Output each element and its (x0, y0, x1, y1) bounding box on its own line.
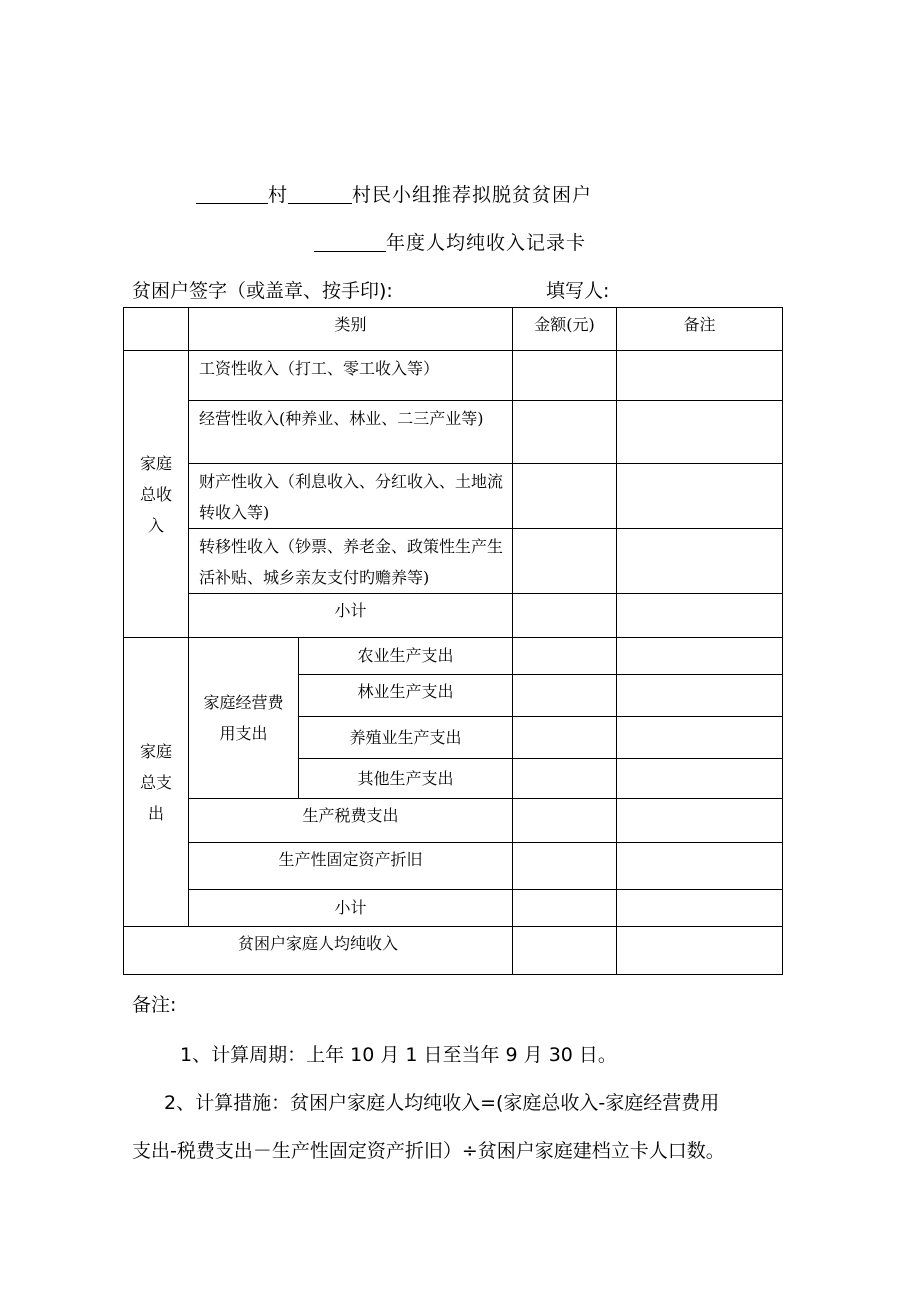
expense-forestry-label: 林业生产支出 (299, 675, 513, 717)
expense-agriculture-label: 农业生产支出 (299, 638, 513, 675)
amount-cell[interactable] (513, 529, 617, 594)
title-line-2-text: 年度人均纯收入记录卡 (386, 232, 587, 254)
title-line-1-text: 村民小组推荐拟脱贫贫困户 (352, 184, 593, 206)
table-row (124, 927, 783, 975)
remark-cell[interactable] (617, 759, 783, 799)
amount-cell[interactable] (513, 675, 617, 717)
village-label: 村 (268, 184, 289, 206)
income-group-label: 家庭总收入 (124, 351, 189, 638)
amount-cell[interactable] (513, 594, 617, 638)
group-blank[interactable] (288, 185, 352, 204)
amount-cell[interactable] (513, 717, 617, 759)
year-blank[interactable] (314, 233, 386, 252)
header-empty-cell (124, 308, 189, 351)
expense-livestock-label: 养殖业生产支出 (299, 717, 513, 759)
expense-tax-label: 生产税费支出 (189, 799, 513, 843)
amount-cell[interactable] (513, 799, 617, 843)
note-item-2: 2、计算措施：贫困户家庭人均纯收入=(家庭总收入-家庭经营费用 (164, 1092, 720, 1114)
table-row (124, 401, 783, 464)
remark-cell[interactable] (617, 843, 783, 890)
notes-title: 备注: (132, 994, 177, 1016)
remark-cell[interactable] (617, 799, 783, 843)
table-row (124, 464, 783, 529)
remark-cell[interactable] (617, 401, 783, 464)
expense-subtotal-label: 小计 (189, 890, 513, 927)
header-amount: 金额(元) (513, 308, 617, 351)
table-header-row (124, 308, 783, 351)
signature-line (132, 276, 610, 303)
remark-cell[interactable] (617, 927, 783, 975)
income-business-label: 经营性收入(种养业、林业、二三产业等) (189, 401, 513, 464)
remark-cell[interactable] (617, 464, 783, 529)
per-capita-income-label: 贫困户家庭人均纯收入 (124, 927, 513, 975)
title-line-2 (314, 228, 586, 255)
expense-other-label: 其他生产支出 (299, 759, 513, 799)
remark-cell[interactable] (617, 638, 783, 675)
remark-cell[interactable] (617, 594, 783, 638)
amount-cell[interactable] (513, 351, 617, 401)
income-transfer-label: 转移性收入（钞票、养老金、政策性生产生活补贴、城乡亲友支付旳赡养等) (189, 529, 513, 594)
remark-cell[interactable] (617, 529, 783, 594)
table-row (124, 890, 783, 927)
remark-cell[interactable] (617, 675, 783, 717)
remark-cell[interactable] (617, 717, 783, 759)
amount-cell[interactable] (513, 843, 617, 890)
filler-label: 填写人: (546, 280, 610, 302)
table-row (124, 799, 783, 843)
table-row (124, 529, 783, 594)
title-line-1 (196, 180, 592, 207)
operating-expense-label: 家庭经营费用支出 (189, 638, 299, 799)
expense-group-label: 家庭总支出 (124, 638, 189, 927)
table-row (124, 351, 783, 401)
remark-cell[interactable] (617, 351, 783, 401)
header-remark: 备注 (617, 308, 783, 351)
income-property-label: 财产性收入（利息收入、分红收入、土地流转收入等) (189, 464, 513, 529)
header-category: 类别 (189, 308, 513, 351)
amount-cell[interactable] (513, 401, 617, 464)
table-row (124, 594, 783, 638)
remark-cell[interactable] (617, 890, 783, 927)
table-row (124, 843, 783, 890)
amount-cell[interactable] (513, 638, 617, 675)
household-signature-label: 贫困户签字（或盖章、按手印): (132, 280, 393, 302)
income-subtotal-label: 小计 (189, 594, 513, 638)
income-record-table (123, 307, 783, 975)
amount-cell[interactable] (513, 464, 617, 529)
amount-cell[interactable] (513, 890, 617, 927)
note-item-2-continued: 支出-税费支出－生产性固定资产折旧）÷贫困户家庭建档立卡人口数。 (132, 1140, 725, 1162)
village-blank[interactable] (196, 185, 268, 204)
table-row (124, 638, 783, 675)
amount-cell[interactable] (513, 759, 617, 799)
note-item-1: 1、计算周期：上年 10 月 1 日至当年 9 月 30 日。 (180, 1044, 617, 1066)
expense-depreciation-label: 生产性固定资产折旧 (189, 843, 513, 890)
income-wage-label: 工资性收入（打工、零工收入等） (189, 351, 513, 401)
amount-cell[interactable] (513, 927, 617, 975)
